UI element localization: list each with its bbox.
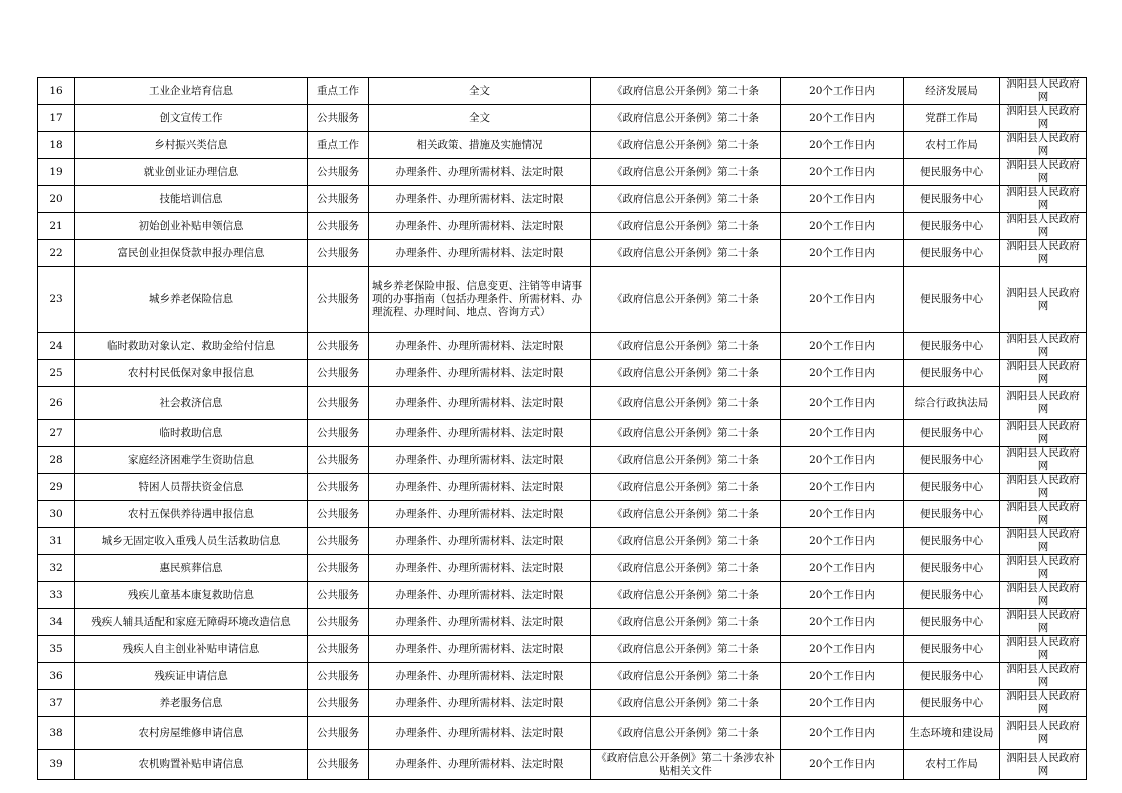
info-category-cell: 公共服务: [308, 501, 369, 528]
table-row: [38, 240, 1087, 267]
disclosure-period-cell: 20个工作日内: [781, 186, 904, 213]
disclosure-basis-cell: 《政府信息公开条例》第二十条: [591, 240, 781, 267]
disclosure-period-cell: 20个工作日内: [781, 420, 904, 447]
disclosure-content-cell: 全文: [369, 78, 591, 105]
info-category-cell: 公共服务: [308, 213, 369, 240]
table-row: [38, 132, 1087, 159]
table-row: [38, 609, 1087, 636]
disclosure-period-cell: 20个工作日内: [781, 447, 904, 474]
info-name-cell: 富民创业担保贷款申报办理信息: [75, 240, 308, 267]
info-name-cell: 残疾证申请信息: [75, 663, 308, 690]
table-row: [38, 213, 1087, 240]
responsible-dept-cell: 便民服务中心: [904, 663, 1000, 690]
info-name-cell: 农村村民低保对象申报信息: [75, 360, 308, 387]
disclosure-basis-cell: 《政府信息公开条例》第二十条: [591, 360, 781, 387]
table-row: [38, 750, 1087, 780]
table-body: [38, 78, 1087, 780]
disclosure-channel-cell: 泗阳县人民政府网: [1000, 78, 1087, 105]
disclosure-period-cell: 20个工作日内: [781, 555, 904, 582]
disclosure-basis-cell: 《政府信息公开条例》第二十条: [591, 609, 781, 636]
info-name-cell: 临时救助对象认定、救助金给付信息: [75, 333, 308, 360]
info-name-cell: 惠民殡葬信息: [75, 555, 308, 582]
row-number-cell: 28: [38, 447, 75, 474]
disclosure-channel-cell: 泗阳县人民政府网: [1000, 690, 1087, 717]
row-number-cell: 32: [38, 555, 75, 582]
disclosure-period-cell: 20个工作日内: [781, 663, 904, 690]
disclosure-content-cell: 办理条件、办理所需材料、法定时限: [369, 420, 591, 447]
info-name-cell: 技能培训信息: [75, 186, 308, 213]
responsible-dept-cell: 便民服务中心: [904, 447, 1000, 474]
responsible-dept-cell: 便民服务中心: [904, 636, 1000, 663]
info-category-cell: 公共服务: [308, 636, 369, 663]
disclosure-period-cell: 20个工作日内: [781, 750, 904, 780]
info-name-cell: 农机购置补贴申请信息: [75, 750, 308, 780]
table-row: [38, 159, 1087, 186]
info-category-cell: 公共服务: [308, 240, 369, 267]
info-name-cell: 创文宣传工作: [75, 105, 308, 132]
table-row: [38, 690, 1087, 717]
disclosure-channel-cell: 泗阳县人民政府网: [1000, 387, 1087, 420]
info-category-cell: 公共服务: [308, 609, 369, 636]
disclosure-period-cell: 20个工作日内: [781, 501, 904, 528]
info-name-cell: 就业创业证办理信息: [75, 159, 308, 186]
disclosure-period-cell: 20个工作日内: [781, 159, 904, 186]
responsible-dept-cell: 党群工作局: [904, 105, 1000, 132]
disclosure-basis-cell: 《政府信息公开条例》第二十条: [591, 555, 781, 582]
disclosure-period-cell: 20个工作日内: [781, 333, 904, 360]
table-row: [38, 387, 1087, 420]
disclosure-content-cell: 办理条件、办理所需材料、法定时限: [369, 159, 591, 186]
disclosure-basis-cell: 《政府信息公开条例》第二十条: [591, 582, 781, 609]
table-row: [38, 528, 1087, 555]
responsible-dept-cell: 农村工作局: [904, 750, 1000, 780]
row-number-cell: 18: [38, 132, 75, 159]
disclosure-channel-cell: 泗阳县人民政府网: [1000, 609, 1087, 636]
table-row: [38, 555, 1087, 582]
disclosure-basis-cell: 《政府信息公开条例》第二十条: [591, 213, 781, 240]
responsible-dept-cell: 便民服务中心: [904, 240, 1000, 267]
responsible-dept-cell: 便民服务中心: [904, 159, 1000, 186]
info-category-cell: 公共服务: [308, 663, 369, 690]
table-row: [38, 267, 1087, 333]
info-name-cell: 残疾人自主创业补贴申请信息: [75, 636, 308, 663]
disclosure-channel-cell: 泗阳县人民政府网: [1000, 333, 1087, 360]
disclosure-content-cell: 办理条件、办理所需材料、法定时限: [369, 387, 591, 420]
disclosure-basis-cell: 《政府信息公开条例》第二十条: [591, 387, 781, 420]
table-row: [38, 420, 1087, 447]
info-category-cell: 公共服务: [308, 690, 369, 717]
info-name-cell: 养老服务信息: [75, 690, 308, 717]
disclosure-content-cell: 办理条件、办理所需材料、法定时限: [369, 609, 591, 636]
disclosure-basis-cell: 《政府信息公开条例》第二十条: [591, 501, 781, 528]
info-name-cell: 农村五保供养待遇申报信息: [75, 501, 308, 528]
row-number-cell: 22: [38, 240, 75, 267]
disclosure-period-cell: 20个工作日内: [781, 105, 904, 132]
disclosure-content-cell: 办理条件、办理所需材料、法定时限: [369, 750, 591, 780]
row-number-cell: 31: [38, 528, 75, 555]
info-category-cell: 公共服务: [308, 582, 369, 609]
responsible-dept-cell: 便民服务中心: [904, 474, 1000, 501]
responsible-dept-cell: 便民服务中心: [904, 186, 1000, 213]
disclosure-period-cell: 20个工作日内: [781, 474, 904, 501]
responsible-dept-cell: 便民服务中心: [904, 501, 1000, 528]
disclosure-basis-cell: 《政府信息公开条例》第二十条: [591, 690, 781, 717]
disclosure-channel-cell: 泗阳县人民政府网: [1000, 501, 1087, 528]
row-number-cell: 39: [38, 750, 75, 780]
disclosure-period-cell: 20个工作日内: [781, 582, 904, 609]
disclosure-period-cell: 20个工作日内: [781, 609, 904, 636]
info-category-cell: 公共服务: [308, 555, 369, 582]
disclosure-basis-cell: 《政府信息公开条例》第二十条: [591, 267, 781, 333]
disclosure-period-cell: 20个工作日内: [781, 213, 904, 240]
disclosure-content-cell: 办理条件、办理所需材料、法定时限: [369, 213, 591, 240]
disclosure-channel-cell: 泗阳县人民政府网: [1000, 132, 1087, 159]
disclosure-content-cell: 办理条件、办理所需材料、法定时限: [369, 360, 591, 387]
disclosure-content-cell: 办理条件、办理所需材料、法定时限: [369, 186, 591, 213]
disclosure-channel-cell: 泗阳县人民政府网: [1000, 267, 1087, 333]
disclosure-content-cell: 办理条件、办理所需材料、法定时限: [369, 501, 591, 528]
disclosure-channel-cell: 泗阳县人民政府网: [1000, 360, 1087, 387]
table-row: [38, 636, 1087, 663]
responsible-dept-cell: 便民服务中心: [904, 555, 1000, 582]
disclosure-basis-cell: 《政府信息公开条例》第二十条涉农补贴相关文件: [591, 750, 781, 780]
info-category-cell: 公共服务: [308, 474, 369, 501]
info-name-cell: 城乡养老保险信息: [75, 267, 308, 333]
row-number-cell: 26: [38, 387, 75, 420]
disclosure-period-cell: 20个工作日内: [781, 528, 904, 555]
disclosure-channel-cell: 泗阳县人民政府网: [1000, 750, 1087, 780]
table-row: [38, 717, 1087, 750]
disclosure-period-cell: 20个工作日内: [781, 78, 904, 105]
responsible-dept-cell: 生态环境和建设局: [904, 717, 1000, 750]
info-category-cell: 公共服务: [308, 750, 369, 780]
info-category-cell: 公共服务: [308, 186, 369, 213]
info-category-cell: 公共服务: [308, 333, 369, 360]
table-row: [38, 78, 1087, 105]
disclosure-channel-cell: 泗阳县人民政府网: [1000, 528, 1087, 555]
table-row: [38, 582, 1087, 609]
info-name-cell: 社会救济信息: [75, 387, 308, 420]
disclosure-content-cell: 办理条件、办理所需材料、法定时限: [369, 240, 591, 267]
disclosure-channel-cell: 泗阳县人民政府网: [1000, 582, 1087, 609]
row-number-cell: 35: [38, 636, 75, 663]
disclosure-period-cell: 20个工作日内: [781, 240, 904, 267]
info-category-cell: 公共服务: [308, 105, 369, 132]
disclosure-period-cell: 20个工作日内: [781, 267, 904, 333]
row-number-cell: 37: [38, 690, 75, 717]
info-category-cell: 公共服务: [308, 387, 369, 420]
disclosure-basis-cell: 《政府信息公开条例》第二十条: [591, 159, 781, 186]
row-number-cell: 25: [38, 360, 75, 387]
table-row: [38, 186, 1087, 213]
responsible-dept-cell: 便民服务中心: [904, 420, 1000, 447]
info-disclosure-table: [37, 77, 1087, 780]
row-number-cell: 17: [38, 105, 75, 132]
disclosure-channel-cell: 泗阳县人民政府网: [1000, 105, 1087, 132]
info-category-cell: 公共服务: [308, 420, 369, 447]
responsible-dept-cell: 便民服务中心: [904, 609, 1000, 636]
disclosure-period-cell: 20个工作日内: [781, 636, 904, 663]
disclosure-basis-cell: 《政府信息公开条例》第二十条: [591, 447, 781, 474]
row-number-cell: 38: [38, 717, 75, 750]
info-category-cell: 公共服务: [308, 447, 369, 474]
row-number-cell: 27: [38, 420, 75, 447]
info-category-cell: 公共服务: [308, 159, 369, 186]
disclosure-channel-cell: 泗阳县人民政府网: [1000, 717, 1087, 750]
info-name-cell: 乡村振兴类信息: [75, 132, 308, 159]
disclosure-basis-cell: 《政府信息公开条例》第二十条: [591, 333, 781, 360]
row-number-cell: 36: [38, 663, 75, 690]
responsible-dept-cell: 便民服务中心: [904, 582, 1000, 609]
responsible-dept-cell: 经济发展局: [904, 78, 1000, 105]
table-row: [38, 663, 1087, 690]
disclosure-channel-cell: 泗阳县人民政府网: [1000, 213, 1087, 240]
table-row: [38, 333, 1087, 360]
table-row: [38, 474, 1087, 501]
info-category-cell: 公共服务: [308, 360, 369, 387]
row-number-cell: 30: [38, 501, 75, 528]
info-name-cell: 特困人员帮扶资金信息: [75, 474, 308, 501]
disclosure-content-cell: 办理条件、办理所需材料、法定时限: [369, 474, 591, 501]
row-number-cell: 24: [38, 333, 75, 360]
disclosure-content-cell: 相关政策、措施及实施情况: [369, 132, 591, 159]
disclosure-content-cell: 办理条件、办理所需材料、法定时限: [369, 663, 591, 690]
info-name-cell: 工业企业培育信息: [75, 78, 308, 105]
info-name-cell: 城乡无固定收入重残人员生活救助信息: [75, 528, 308, 555]
disclosure-basis-cell: 《政府信息公开条例》第二十条: [591, 186, 781, 213]
row-number-cell: 21: [38, 213, 75, 240]
disclosure-channel-cell: 泗阳县人民政府网: [1000, 474, 1087, 501]
table-row: [38, 447, 1087, 474]
disclosure-channel-cell: 泗阳县人民政府网: [1000, 636, 1087, 663]
table-row: [38, 105, 1087, 132]
row-number-cell: 19: [38, 159, 75, 186]
disclosure-basis-cell: 《政府信息公开条例》第二十条: [591, 663, 781, 690]
disclosure-basis-cell: 《政府信息公开条例》第二十条: [591, 105, 781, 132]
table-row: [38, 501, 1087, 528]
disclosure-content-cell: 办理条件、办理所需材料、法定时限: [369, 528, 591, 555]
disclosure-channel-cell: 泗阳县人民政府网: [1000, 240, 1087, 267]
disclosure-basis-cell: 《政府信息公开条例》第二十条: [591, 636, 781, 663]
disclosure-basis-cell: 《政府信息公开条例》第二十条: [591, 420, 781, 447]
disclosure-basis-cell: 《政府信息公开条例》第二十条: [591, 717, 781, 750]
disclosure-period-cell: 20个工作日内: [781, 132, 904, 159]
disclosure-content-cell: 办理条件、办理所需材料、法定时限: [369, 333, 591, 360]
disclosure-basis-cell: 《政府信息公开条例》第二十条: [591, 474, 781, 501]
disclosure-content-cell: 办理条件、办理所需材料、法定时限: [369, 582, 591, 609]
info-category-cell: 重点工作: [308, 78, 369, 105]
info-name-cell: 农村房屋维修申请信息: [75, 717, 308, 750]
responsible-dept-cell: 便民服务中心: [904, 528, 1000, 555]
row-number-cell: 23: [38, 267, 75, 333]
disclosure-channel-cell: 泗阳县人民政府网: [1000, 186, 1087, 213]
responsible-dept-cell: 便民服务中心: [904, 360, 1000, 387]
disclosure-period-cell: 20个工作日内: [781, 717, 904, 750]
info-name-cell: 残疾儿童基本康复救助信息: [75, 582, 308, 609]
row-number-cell: 33: [38, 582, 75, 609]
disclosure-content-cell: 办理条件、办理所需材料、法定时限: [369, 690, 591, 717]
disclosure-channel-cell: 泗阳县人民政府网: [1000, 420, 1087, 447]
row-number-cell: 29: [38, 474, 75, 501]
responsible-dept-cell: 便民服务中心: [904, 213, 1000, 240]
row-number-cell: 34: [38, 609, 75, 636]
responsible-dept-cell: 便民服务中心: [904, 267, 1000, 333]
info-name-cell: 残疾人辅具适配和家庭无障碍环境改造信息: [75, 609, 308, 636]
disclosure-channel-cell: 泗阳县人民政府网: [1000, 447, 1087, 474]
disclosure-basis-cell: 《政府信息公开条例》第二十条: [591, 132, 781, 159]
info-category-cell: 公共服务: [308, 267, 369, 333]
info-category-cell: 公共服务: [308, 528, 369, 555]
responsible-dept-cell: 便民服务中心: [904, 333, 1000, 360]
disclosure-content-cell: 办理条件、办理所需材料、法定时限: [369, 555, 591, 582]
row-number-cell: 20: [38, 186, 75, 213]
responsible-dept-cell: 农村工作局: [904, 132, 1000, 159]
disclosure-content-cell: 办理条件、办理所需材料、法定时限: [369, 447, 591, 474]
responsible-dept-cell: 便民服务中心: [904, 690, 1000, 717]
table-row: [38, 360, 1087, 387]
responsible-dept-cell: 综合行政执法局: [904, 387, 1000, 420]
disclosure-content-cell: 办理条件、办理所需材料、法定时限: [369, 717, 591, 750]
disclosure-channel-cell: 泗阳县人民政府网: [1000, 159, 1087, 186]
row-number-cell: 16: [38, 78, 75, 105]
disclosure-basis-cell: 《政府信息公开条例》第二十条: [591, 528, 781, 555]
disclosure-content-cell: 城乡养老保险申报、信息变更、注销等申请事项的办事指南（包括办理条件、所需材料、办理流程、办理时间、地点、咨询方式）: [369, 267, 591, 333]
info-category-cell: 公共服务: [308, 717, 369, 750]
disclosure-channel-cell: 泗阳县人民政府网: [1000, 555, 1087, 582]
disclosure-content-cell: 全文: [369, 105, 591, 132]
disclosure-period-cell: 20个工作日内: [781, 387, 904, 420]
info-name-cell: 家庭经济困难学生资助信息: [75, 447, 308, 474]
info-name-cell: 初始创业补贴申领信息: [75, 213, 308, 240]
info-name-cell: 临时救助信息: [75, 420, 308, 447]
disclosure-period-cell: 20个工作日内: [781, 690, 904, 717]
disclosure-period-cell: 20个工作日内: [781, 360, 904, 387]
disclosure-channel-cell: 泗阳县人民政府网: [1000, 663, 1087, 690]
disclosure-content-cell: 办理条件、办理所需材料、法定时限: [369, 636, 591, 663]
disclosure-basis-cell: 《政府信息公开条例》第二十条: [591, 78, 781, 105]
info-category-cell: 重点工作: [308, 132, 369, 159]
